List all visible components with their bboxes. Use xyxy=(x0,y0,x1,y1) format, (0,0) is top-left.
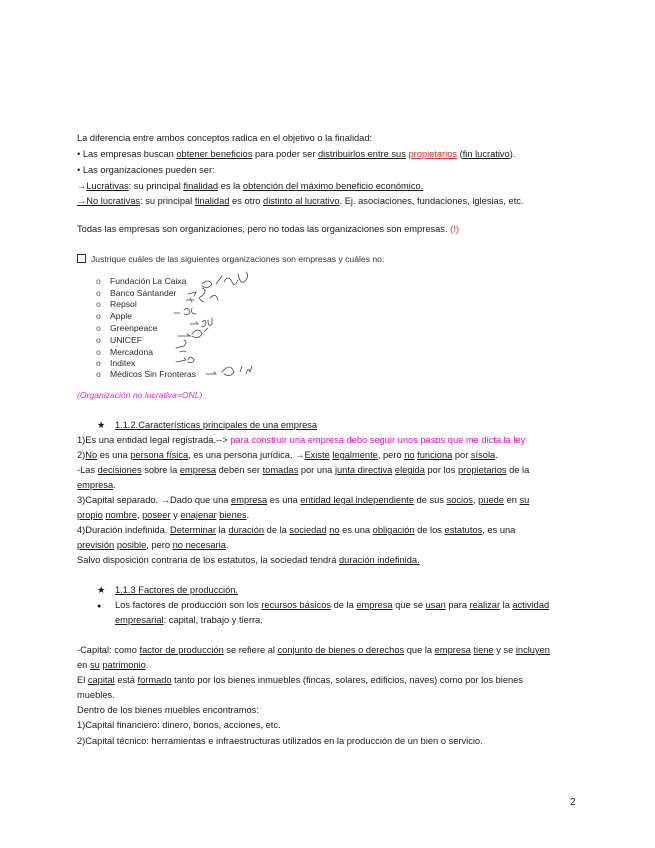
exclamation-mark: (!) xyxy=(450,224,459,234)
list-item: o Inditex xyxy=(96,358,136,368)
capital-line-1: -Capital: como factor de producción se refiere al conjunto de bienes o derechos que la empresa tiene y se incluyen xyxy=(77,645,550,655)
feature-line-2: 2)No es una persona física, es una persona jurídica. →Existe legalmente, pero no funciona por sísola. xyxy=(77,450,498,460)
intro-line-1: La diferencia entre ambos conceptos radica en el objetivo o la finalidad: xyxy=(77,133,373,143)
list-item: o Banco Santander xyxy=(96,288,177,298)
list-item: o Médicos Sin Fronteras xyxy=(96,369,196,379)
factors-line-1: ● Los factores de producción son los recursos básicos de la empresa que se usan para realizar la actividad xyxy=(77,599,549,613)
feature-line-6: Salvo disposición contraria de los estatutos, la sociedad tendrá duración indefinida. xyxy=(77,555,420,565)
handwritten-annotations xyxy=(150,268,290,386)
capital-line-2b: muebles. xyxy=(77,690,115,700)
feature-line-3: -Las decisiones sobre la empresa deben ser tomadas por una junta directiva elegida por los propietarios de la xyxy=(77,465,530,475)
factors-line-1b: empresarial: capital, trabajo y tierra. xyxy=(115,615,263,625)
feature-line-1: 1)Es una entidad legal registrada.--> para construir una empresa debo seguir unos pasos que me dicta la ley xyxy=(77,435,526,445)
capital-line-5: 2)Capital técnico: herramientas e infraestructuras utilizados en la producción de un bien o servicio. xyxy=(77,736,483,746)
intro-line-2: • Las empresas buscan obtener beneficios para poder ser distribuirlos entre sus propietarios (fin lucrativo). xyxy=(77,149,516,159)
intro-line-3: • Las organizaciones pueden ser: xyxy=(77,165,215,175)
list-item: o Fundación La Caixa xyxy=(96,276,187,286)
capital-line-3: Dentro de los bienes muebles encontramos: xyxy=(77,705,259,715)
page-number: 2 xyxy=(570,797,576,808)
section-heading-2: ★ 1.1.3 Factores de producción. xyxy=(77,584,238,597)
intro-line-5: →No lucrativas: su principal finalidad es otro distinto al lucrativo. Ej. asociaciones, fundaciones, iglesias, etc. xyxy=(77,196,524,206)
statement-line: Todas las empresas son organizaciones, pero no todas las organizaciones son empresas. (!) xyxy=(77,224,459,234)
checkbox-icon xyxy=(77,254,86,263)
list-item: o Mercadona xyxy=(96,347,153,357)
feature-line-3b: empresa. xyxy=(77,480,116,490)
capital-line-4: 1)Capital financiero: dinero, bonos, acciones, etc. xyxy=(77,720,281,730)
list-item: o Repsol xyxy=(96,299,137,309)
star-icon: ★ xyxy=(97,585,106,595)
star-icon: ★ xyxy=(97,420,106,430)
feature-line-4b: propio nombre, poseer y enajenar bienes. xyxy=(77,510,250,520)
intro-line-4: →Lucrativas: su principal finalidad es la obtención del máximo beneficio económico. xyxy=(77,181,424,191)
capital-line-2: El capital está formado tanto por los bienes inmuebles (fincas, solares, edificios, naves) como por los bienes xyxy=(77,675,523,685)
onl-note: (Organización no lucrativa=ONL) xyxy=(77,390,203,400)
feature-line-5: 4)Duración indefinida. Determinar la duración de la sociedad no es una obligación de los estatutos, es una xyxy=(77,525,516,535)
list-item: o Greenpeace xyxy=(96,323,158,333)
bullet-icon: ● xyxy=(97,603,102,610)
exercise-prompt: Justrique cuáles de las siguientes organizaciones son empresas y cuáles no: xyxy=(77,253,384,266)
feature-line-4: 3)Capital separado. →Dado que una empresa es una entidad legal independiente de sus socios, puede en su xyxy=(77,495,530,505)
capital-line-1b: en su patrimonio. xyxy=(77,660,149,670)
section-heading-1: ★ 1.1.2.Características principales de una empresa xyxy=(77,419,317,432)
list-item: o UNICEF xyxy=(96,335,142,345)
list-item: o Apple xyxy=(96,311,132,321)
feature-line-5b: previsión posible, pero no necesaria. xyxy=(77,540,229,550)
